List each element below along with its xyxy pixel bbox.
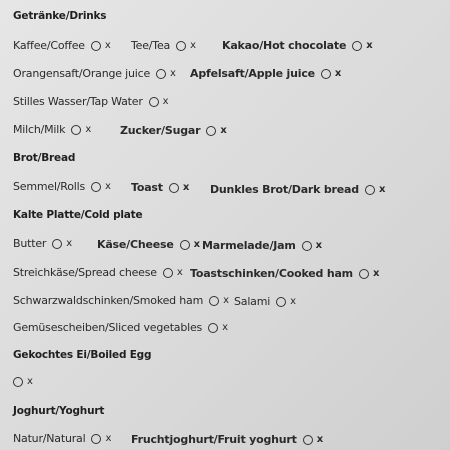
option-label: Toastschinken/Cooked ham: [190, 267, 353, 280]
option-coffee[interactable]: [13, 39, 111, 52]
checkbox-circle-icon[interactable]: [91, 41, 101, 51]
option-label: Kakao/Hot chocolate: [222, 39, 347, 52]
checkbox-circle-icon[interactable]: [359, 269, 369, 279]
option-boiled-egg[interactable]: [7, 376, 33, 387]
option-label: Toast: [131, 181, 163, 194]
option-label: Semmel/Rolls: [13, 180, 86, 193]
checkbox-circle-icon[interactable]: [365, 185, 375, 195]
option-apple-juice[interactable]: [190, 67, 341, 80]
option-mark: x: [162, 96, 169, 107]
checkbox-circle-icon[interactable]: [303, 435, 313, 445]
option-spread-cheese[interactable]: [13, 266, 183, 279]
option-label: Salami: [234, 295, 271, 308]
option-smoked-ham[interactable]: [13, 294, 229, 307]
option-orange-juice[interactable]: [13, 67, 176, 80]
option-tea[interactable]: [131, 39, 196, 52]
option-label: Schwarzwaldschinken/Smoked ham: [13, 294, 204, 307]
option-mark: x: [316, 434, 323, 445]
checkbox-circle-icon[interactable]: [206, 126, 216, 136]
checkbox-circle-icon[interactable]: [180, 240, 190, 250]
option-cooked-ham[interactable]: [190, 267, 379, 280]
option-label: Milch/Milk: [13, 123, 66, 136]
option-label: Käse/Cheese: [97, 238, 174, 251]
section-heading-boiled-egg: Gekochtes Ei/Boiled Egg: [13, 349, 152, 361]
option-label: Natur/Natural: [13, 432, 86, 445]
option-mark: x: [27, 376, 33, 387]
option-mark: x: [182, 182, 190, 193]
checkbox-circle-icon[interactable]: [13, 377, 23, 387]
option-mark: x: [378, 184, 386, 195]
option-mark: x: [105, 433, 112, 444]
checkbox-circle-icon[interactable]: [91, 434, 101, 444]
checkbox-circle-icon[interactable]: [163, 268, 173, 278]
option-sugar[interactable]: [120, 124, 227, 137]
section-heading-yoghurt: Joghurt/Yoghurt: [13, 405, 105, 417]
option-hot-chocolate[interactable]: [222, 39, 372, 52]
option-mark: x: [105, 181, 111, 192]
option-mark: x: [170, 68, 176, 79]
option-label: Stilles Wasser/Tap Water: [13, 95, 143, 108]
checkbox-circle-icon[interactable]: [149, 97, 159, 107]
checkbox-circle-icon[interactable]: [321, 69, 331, 79]
option-mark: x: [366, 40, 373, 51]
option-fruit-yoghurt[interactable]: [131, 433, 323, 446]
option-butter[interactable]: [13, 237, 72, 250]
option-mark: x: [66, 238, 72, 249]
option-mark: x: [290, 296, 296, 307]
option-label: Dunkles Brot/Dark bread: [210, 183, 359, 196]
option-milk[interactable]: [13, 123, 91, 136]
option-rolls[interactable]: [13, 180, 111, 193]
option-mark: x: [193, 239, 200, 250]
option-mark: x: [222, 322, 228, 333]
option-mark: x: [334, 68, 342, 79]
option-label: Tee/Tea: [131, 39, 171, 52]
section-heading-bread: Brot/Bread: [13, 152, 76, 164]
option-label: Apfelsaft/Apple juice: [190, 67, 315, 80]
checkbox-circle-icon[interactable]: [352, 41, 362, 51]
option-mark: x: [372, 268, 380, 279]
option-mark: x: [220, 125, 227, 136]
option-jam[interactable]: [202, 239, 322, 252]
option-label: Butter: [13, 237, 47, 250]
option-sliced-vegetables[interactable]: [13, 321, 228, 334]
option-label: Marmelade/Jam: [202, 239, 296, 252]
option-tap-water[interactable]: [13, 95, 168, 108]
option-label: Orangensaft/Orange juice: [13, 67, 151, 80]
checkbox-circle-icon[interactable]: [156, 69, 166, 79]
checkbox-circle-icon[interactable]: [209, 296, 219, 306]
option-natural-yoghurt[interactable]: [13, 432, 111, 445]
checkbox-circle-icon[interactable]: [176, 41, 186, 51]
option-label: Streichkäse/Spread cheese: [13, 266, 157, 279]
option-mark: x: [104, 40, 111, 51]
option-label: Kaffee/Coffee: [13, 39, 85, 52]
option-label: Fruchtjoghurt/Fruit yoghurt: [131, 433, 297, 446]
checkbox-circle-icon[interactable]: [302, 241, 312, 251]
option-cheese[interactable]: [97, 238, 200, 251]
checkbox-circle-icon[interactable]: [71, 125, 81, 135]
option-mark: x: [315, 240, 322, 251]
option-label: Zucker/Sugar: [120, 124, 201, 137]
option-mark: x: [223, 295, 229, 306]
section-heading-drinks: Getränke/Drinks: [13, 10, 107, 22]
checkbox-circle-icon[interactable]: [208, 323, 218, 333]
checkbox-circle-icon[interactable]: [91, 182, 101, 192]
option-dark-bread[interactable]: [210, 183, 385, 196]
option-mark: x: [85, 124, 92, 135]
section-heading-cold-plate: Kalte Platte/Cold plate: [13, 209, 143, 221]
option-mark: x: [176, 267, 183, 278]
option-toast[interactable]: [131, 181, 189, 194]
option-mark: x: [190, 40, 196, 51]
checkbox-circle-icon[interactable]: [276, 297, 286, 307]
checkbox-circle-icon[interactable]: [169, 183, 179, 193]
option-label: Gemüsescheiben/Sliced vegetables: [13, 321, 203, 334]
checkbox-circle-icon[interactable]: [52, 239, 62, 249]
option-salami[interactable]: [234, 295, 296, 308]
